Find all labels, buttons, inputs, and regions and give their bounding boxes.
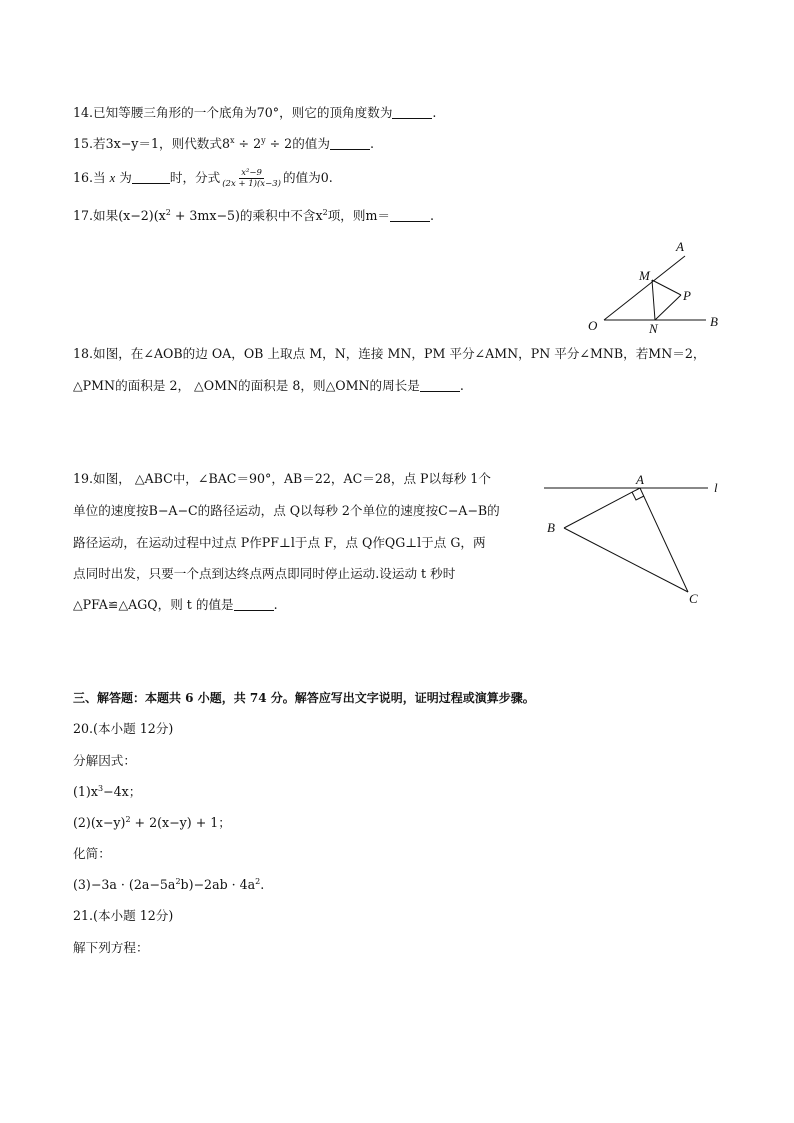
q20-p2-a: (2)(x−y) — [73, 815, 126, 830]
question-19-line3: 路径运动，在运动过程中过点 P作PF⊥l于点 F，点 Q作QG⊥l于点 G，两 — [73, 535, 486, 550]
question-19-line4: 点同时出发，只要一个点到达终点两点即同时停止运动.设运动 t 秒时 — [73, 566, 456, 581]
q18-end: . — [459, 378, 464, 393]
question-19-line5 — [73, 596, 278, 614]
q16-text-b: 为 — [115, 170, 132, 185]
q15-text-a: 15.若3x−y＝1，则代数式8 — [73, 136, 230, 151]
segment-bc — [564, 528, 688, 592]
label-c: C — [689, 591, 698, 606]
segment-mn — [652, 280, 655, 320]
segment-ab — [564, 488, 640, 528]
q16-text-a: 16.当 — [73, 170, 110, 185]
answer-blank — [132, 170, 170, 184]
q20-p2-exponent: 2 — [125, 815, 131, 824]
segment-np — [655, 295, 681, 320]
question-15 — [73, 135, 374, 153]
q20-p3-a: (3)−3a · (2a−5a — [73, 877, 176, 892]
q19-figure — [538, 470, 738, 610]
fraction-numerator: x²−9 — [241, 168, 262, 178]
q20-part-3 — [73, 876, 264, 894]
q20-p3-exponent-2: 2 — [255, 877, 261, 886]
label-n: N — [649, 321, 658, 336]
question-16 — [73, 168, 333, 189]
segment-ac — [640, 488, 688, 592]
question-19-line2: 单位的速度按B−A−C的路径运动，点 Q以每秒 2个单位的速度按C−A−B的 — [73, 503, 500, 518]
q20-part-1 — [73, 783, 141, 801]
q15-exponent-x: x — [230, 136, 235, 145]
q19-end: . — [273, 597, 278, 612]
q20-p1-exponent: 3 — [97, 784, 104, 793]
ray-oa — [604, 256, 685, 320]
question-18-line2 — [73, 377, 464, 395]
q16-variable: x — [109, 171, 116, 185]
fraction-denominator: (2x + 1)(x−3) — [222, 179, 281, 189]
q18-figure — [580, 236, 730, 340]
label-m: M — [639, 268, 650, 283]
label-a: A — [636, 472, 644, 487]
q17-exponent-2: 2 — [322, 208, 328, 217]
q16-fraction — [220, 168, 283, 189]
question-19-line1: 19.如图， △ABC中，∠BAC＝90°，AB＝22，AC＝28，点 P以每秒 1个 — [73, 471, 491, 486]
label-b: B — [547, 520, 555, 535]
q16-text-c: 时，分式 — [169, 170, 221, 185]
question-17 — [73, 207, 434, 225]
q17-exponent-1: 2 — [165, 208, 171, 217]
q20-p2-b: + 2(x−y) + 1； — [130, 815, 231, 830]
q20-p1-b: −4x； — [103, 784, 142, 799]
label-p: P — [683, 288, 691, 303]
q20-instruction-factor: 分解因式： — [73, 753, 136, 768]
q15-text-c: ÷ 2的值为 — [265, 136, 330, 151]
q20-p3-exponent-1: 2 — [175, 877, 181, 886]
q20-title: 20.(本小题 12分) — [73, 721, 174, 736]
question-18-line1: 18.如图，在∠AOB的边 OA，OB 上取点 M，N，连接 MN，PM 平分∠AMN，PN 平分∠MNB，若MN＝2， — [73, 346, 706, 361]
q15-end: . — [369, 136, 374, 151]
segment-mp — [652, 280, 681, 295]
answer-blank — [420, 378, 460, 392]
question-14 — [73, 104, 436, 122]
label-l: l — [714, 480, 718, 495]
q17-text-a: 17.如果(x−2)(x — [73, 208, 166, 223]
q20-p3-b: b)−2ab · 4a — [180, 877, 256, 892]
q17-text-b: + 3mx−5)的乘积中不含x — [170, 208, 323, 223]
q17-text-c: 项，则m＝ — [327, 208, 391, 223]
q21-instruction: 解下列方程： — [73, 940, 149, 955]
answer-blank — [390, 208, 430, 222]
q14-end: . — [432, 105, 437, 120]
q16-text-d: 的值为0. — [282, 170, 333, 185]
label-b: B — [710, 314, 718, 329]
q21-title: 21.(本小题 12分) — [73, 908, 174, 923]
label-o: O — [588, 318, 598, 333]
q15-text-b: ÷ 2 — [234, 136, 262, 151]
q14-text: 14.已知等腰三角形的一个底角为70°，则它的顶角度数为 — [73, 105, 393, 120]
q20-p1-a: (1)x — [73, 784, 98, 799]
q20-part-2 — [73, 814, 231, 832]
section-3-heading: 三、解答题：本题共 6 小题，共 74 分。解答应写出文字说明，证明过程或演算步骤。 — [73, 691, 535, 705]
q15-exponent-y: y — [261, 136, 266, 145]
q17-end: . — [430, 208, 435, 223]
answer-blank — [392, 105, 432, 119]
answer-blank — [330, 136, 370, 150]
answer-blank — [234, 597, 274, 611]
q20-p3-c: . — [260, 877, 265, 892]
q19-text: △PFA≌△AGQ，则 t 的值是 — [73, 597, 234, 612]
label-a: A — [676, 239, 684, 254]
q20-instruction-simplify: 化简： — [73, 846, 111, 861]
q18-text: △PMN的面积是 2， △OMN的面积是 8，则△OMN的周长是 — [73, 378, 420, 393]
